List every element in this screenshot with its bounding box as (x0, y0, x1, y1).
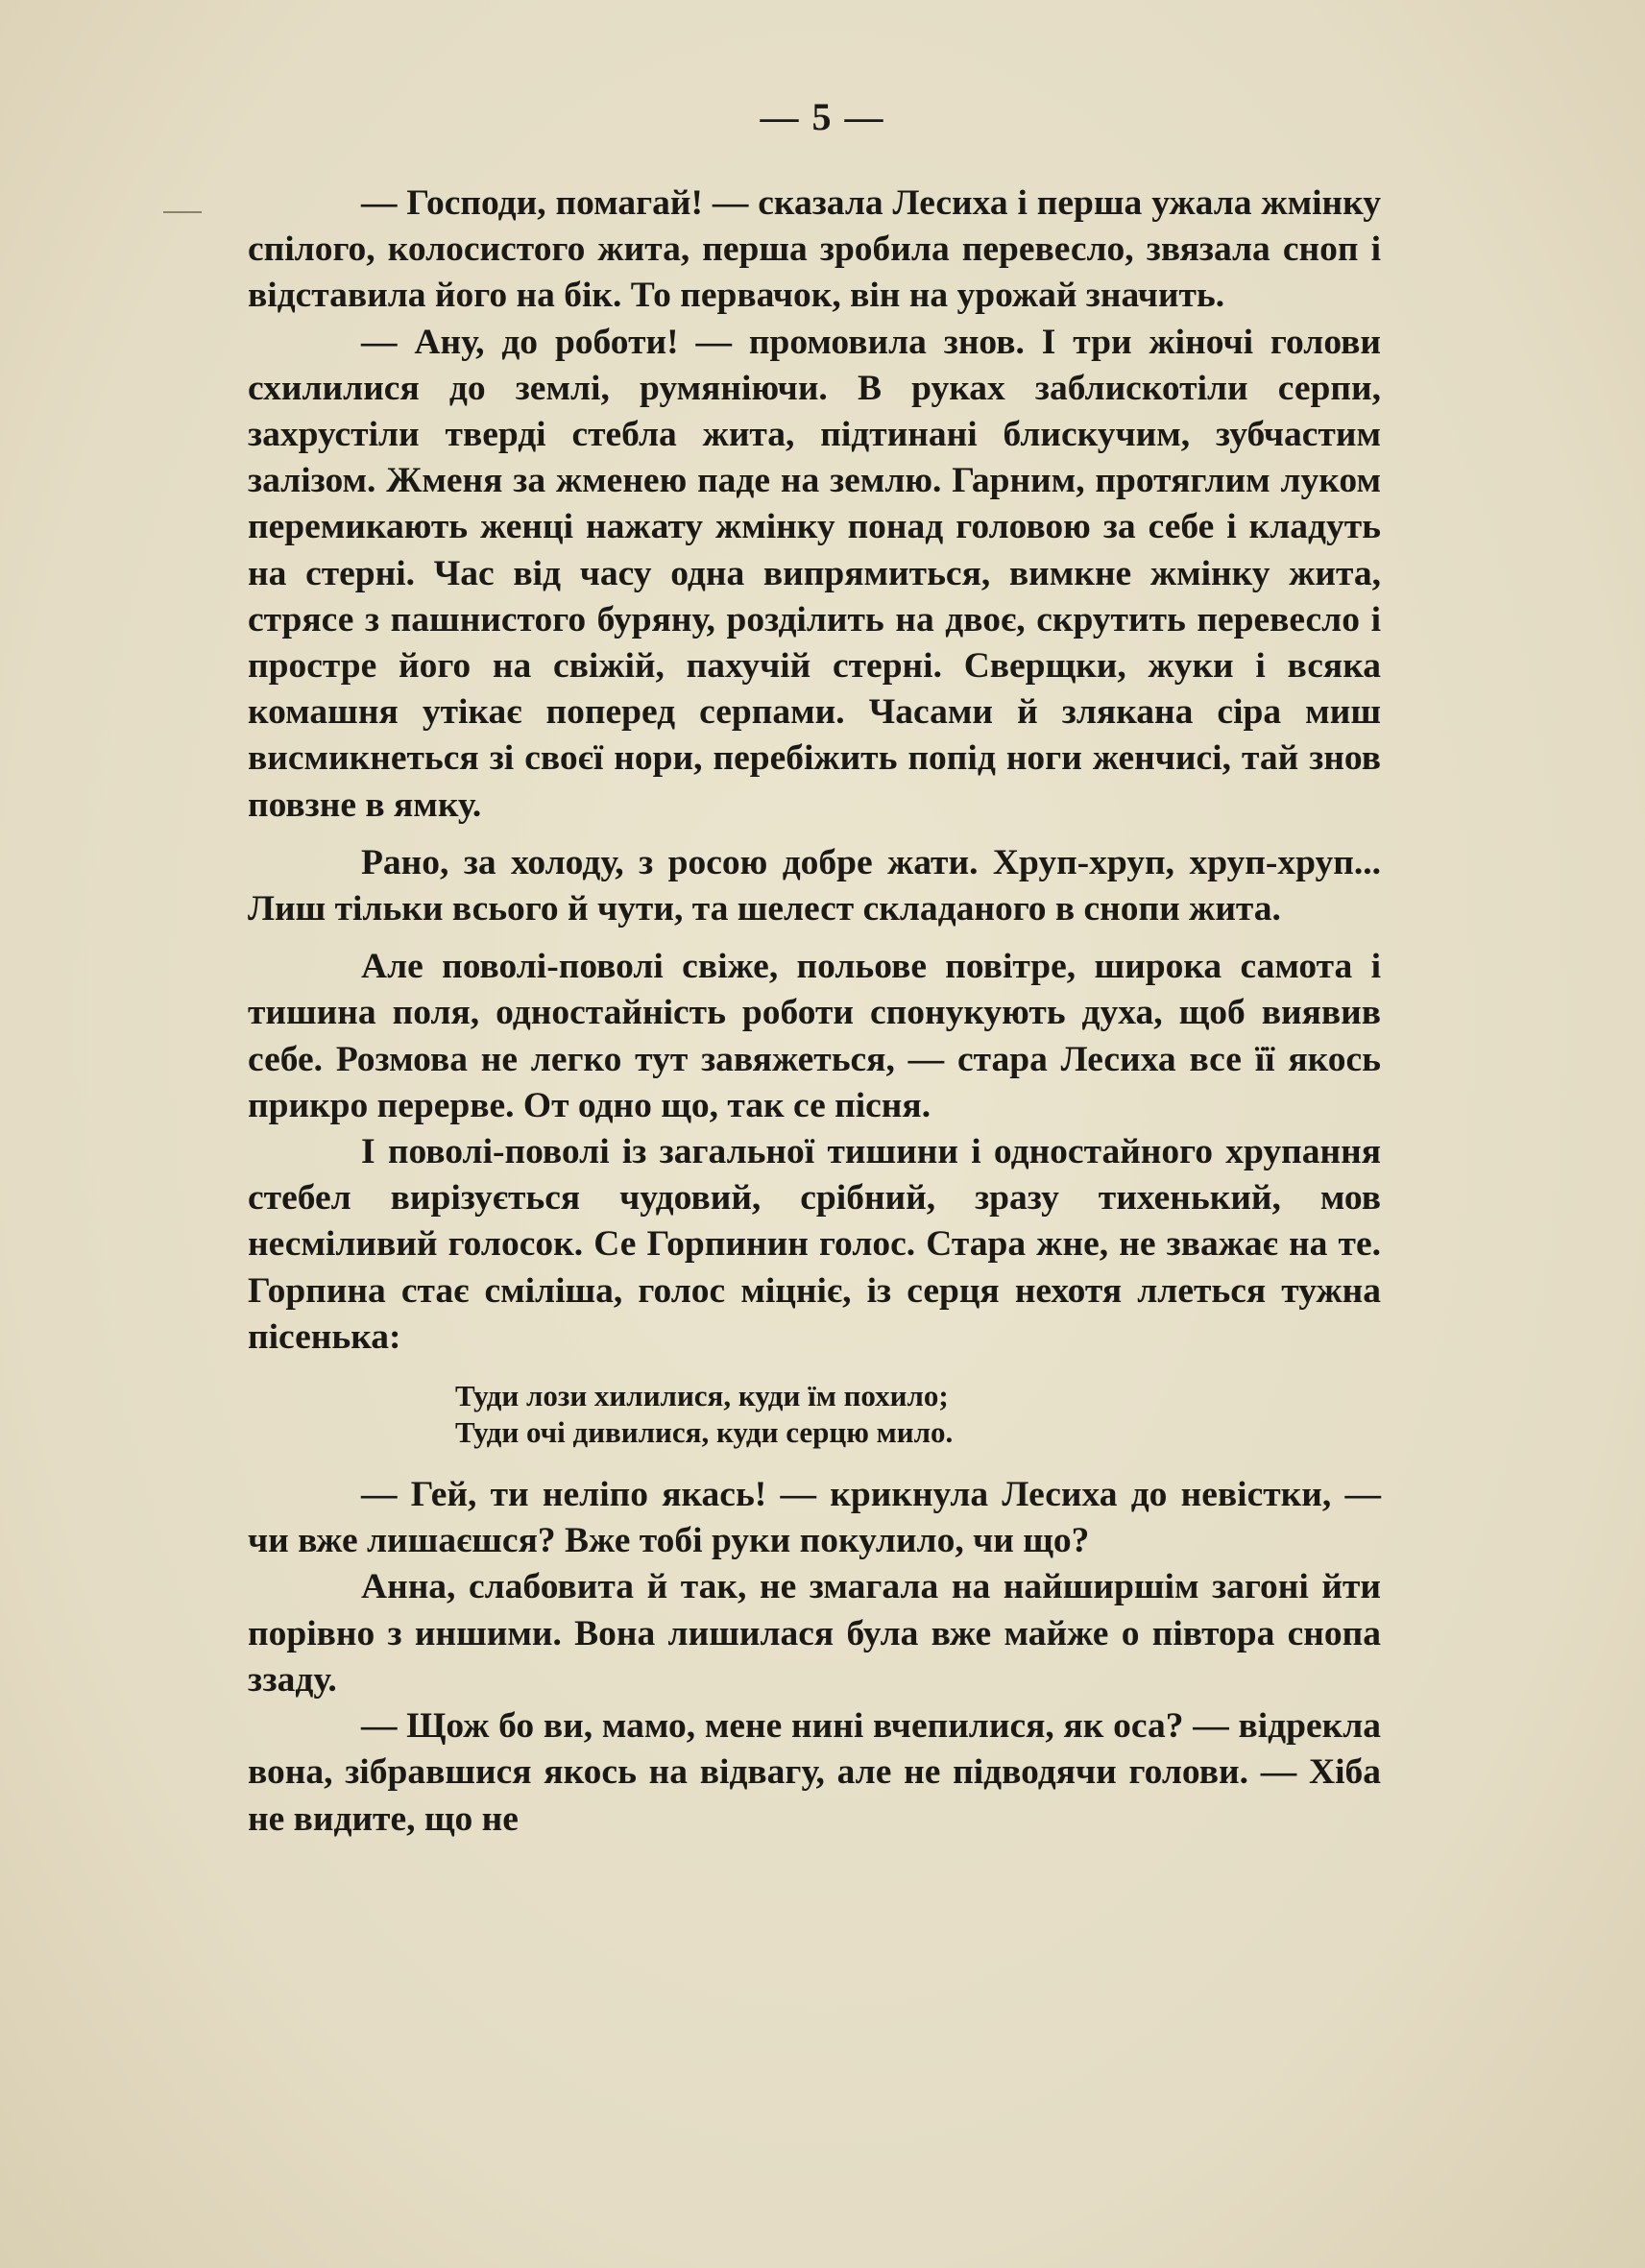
body-text (248, 181, 1381, 1843)
verse-quote (455, 1378, 1381, 1451)
margin-mark (163, 211, 202, 213)
verse-line: Туди очі дивилися, куди серцю мило. (455, 1415, 954, 1450)
paragraph: Рано, за холоду, з росою добре жати. Хруп-хруп, хруп-хруп... Лиш тільки всього й чути, та шелест складаного в снопи жита. (248, 842, 1381, 929)
paragraph: — Господи, помагай! — сказала Лесиха і перша ужала жмінку спілого, колосистого жита, перша зробила перевесло, звязала сноп і відставила його на бік. То первачок, він на урожай значить. (248, 183, 1381, 316)
paragraph: — Ану, до роботи! — промовила знов. І три жіночі голови схилилися до землі, румяніючи. В руках заблискотіли серпи, захрустіли тверді стебла жита, підтинані блискучим, зубчастим залізом. Жменя за жменею паде на землю. Гарним, протяглим луком перемикають женці нажату жмінку понад головою за себе і кладуть на стерні. Час від часу одна випрямиться, вимкне жмінку жита, стрясе з пашнистого буряну, розділить на двоє, скрутить перевесло і простре його на свіжій, пахучій стерні. Сверщки, жуки і всяка комашня утікає поперед серпами. Часами й злякана сіра миш висмикнеться зі своєї нори, перебіжить попід ноги женчисі, тай знов повзне в ямку. (248, 322, 1381, 825)
paragraph: — Гей, ти неліпо якась! — крикнула Лесиха до невістки, — чи вже лишаєшся? Вже тобі руки покулило, чи що? (248, 1475, 1381, 1561)
paragraph: Але поволі-поволі свіже, польове повітре, широка самота і тишина поля, одностайність роботи спонукують духа, щоб виявив себе. Розмова не легко тут завяжеться, — стара Лесиха все її якось прикро перерве. От одно що, так се пісня. (248, 947, 1381, 1125)
verse-line: Туди лози хилилися, куди їм похило; (455, 1379, 949, 1413)
page-number: — 5 — (760, 95, 885, 138)
paragraph: Анна, слабовита й так, не змагала на найширшім загоні йти порівно з иншими. Вона лишилася була вже майже о півтора снопа ззаду. (248, 1567, 1381, 1700)
paragraph: І поволі-поволі із загальної тишини і одностайного хрупання стебел вирізується чудовий, срібний, зразу тихенький, мов несміливий голосок. Се Горпинин голос. Стара жне, не зважає на те. Горпина стає сміліша, голос міцніє, із серця нехотя ллеться тужна пісенька: (248, 1132, 1381, 1357)
paragraph: — Щож бо ви, мамо, мене нині вчепилися, як оса? — відрекла вона, зібравшися якось на відвагу, але не підводячи голови. — Хіба не видите, що не (248, 1706, 1381, 1839)
